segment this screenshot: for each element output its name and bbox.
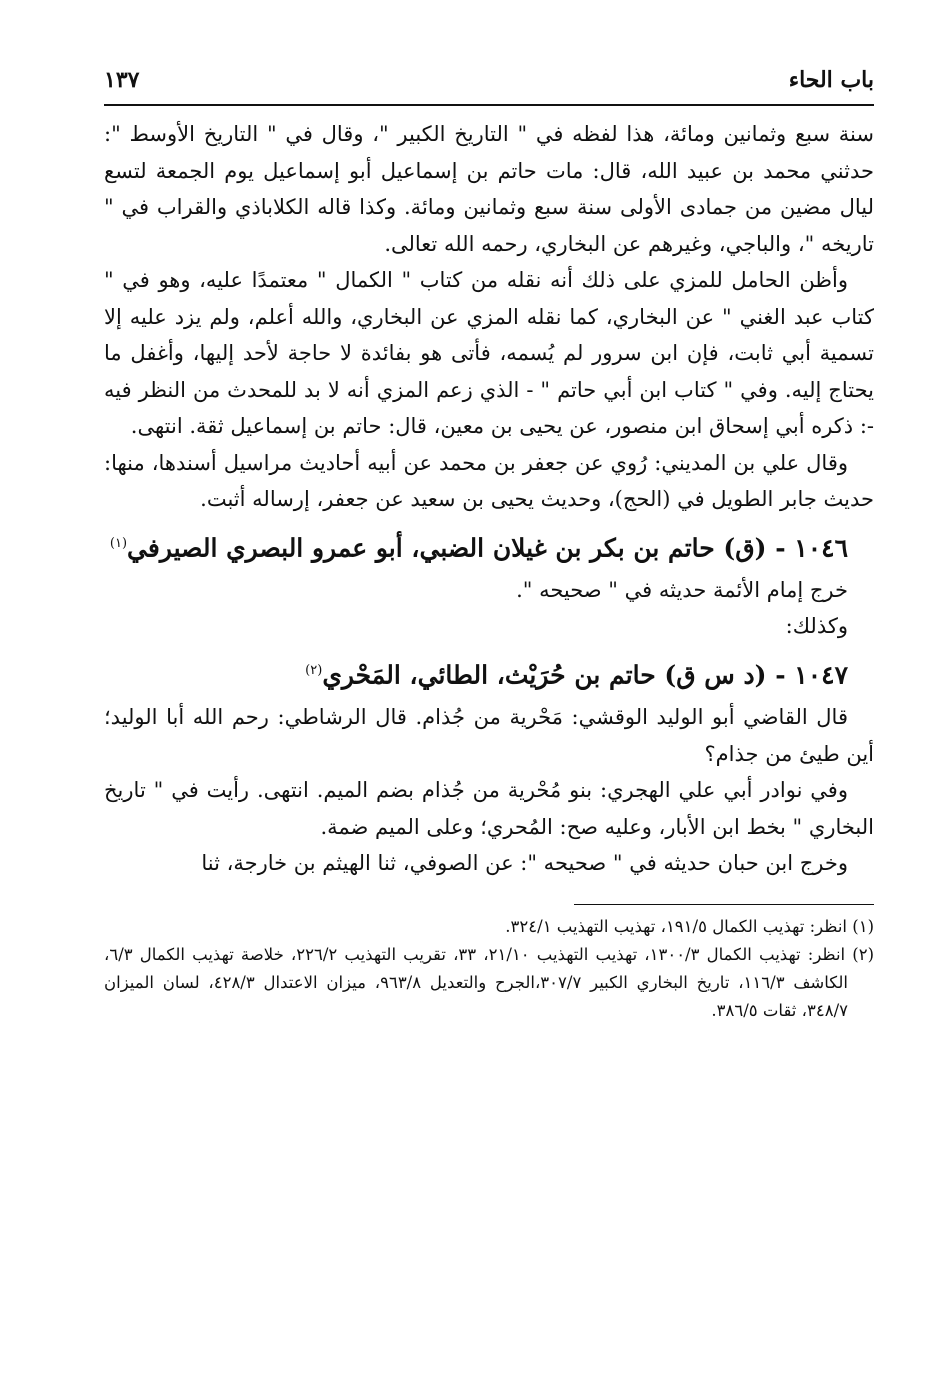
document-page — [104, 58, 874, 1376]
footnote: (١) انظر: تهذيب الكمال ١٩١/٥، تهذيب التهذيب ٣٢٤/١. — [505, 916, 874, 936]
paragraph: وكذلك: — [785, 614, 848, 639]
page-number: ١٣٧ — [104, 67, 140, 93]
paragraph: وقال علي بن المديني: رُوي عن جعفر بن محمد عن أبيه أحاديث مراسيل أسندها، منها: حديث جابر الطويل في (الحج)، وحديث يحيى بن سعيد عن جعفر، إرساله أثبت. — [104, 450, 874, 511]
paragraph: وفي نوادر أبي علي الهجري: بنو مُحْرية من جُذام بضم الميم. انتهى. رأيت في " تاريخ البخاري " بخط ابن الأبار، وعليه صح: المُحري؛ وعلى الميم ضمة. — [104, 778, 874, 839]
chapter-title: باب الحاء — [788, 67, 874, 93]
entry-heading-text: ١٠٤٦ - (ق) حاتم بن بكر بن غيلان الضبي، أبو عمرو البصري الصيرفي — [127, 532, 848, 562]
entry-heading — [104, 649, 874, 697]
paragraph: وأظن الحامل للمزي على ذلك أنه نقله من كتاب " الكمال " معتمدًا عليه، وهو في " كتاب عبد الغني " عن البخاري، كما نقله المزي عن البخاري، والله أعلم، ولم يزد عليه إلا تسمية أبي ثابت، فإن ابن سرور لم يُسمه، فأتى هو بفائدة لا حاجة لأحد إليها، وأغفل ما يحتاج إليه. وفي " كتاب ابن أبي حاتم " - الذي زعم المزي أنه لا بد للمحدث من النظر فيه -: ذكره أبي إسحاق ابن منصور، عن يحيى بن معين، قال: حاتم بن إسماعيل ثقة. انتهى. — [104, 268, 874, 438]
paragraph: سنة سبع وثمانين ومائة، هذا لفظه في " التاريخ الكبير "، وقال في " التاريخ الأوسط ": حدثني محمد بن عبيد الله، قال: مات حاتم بن إسماعيل أبو إسماعيل يوم الجمعة لتسع ليال مضين من جمادى الأولى سنة سبع وثمانين ومائة. وكذا قاله الكلاباذي والقراب في " تاريخه "، والباجي، وغيرهم عن البخاري، رحمه الله تعالى. — [104, 122, 874, 256]
footnote-marker: (١) — [109, 535, 128, 551]
paragraph: خرج إمام الأئمة حديثه في " صحيحه ". — [516, 577, 848, 602]
footnote: (٢) انظر: تهذيب الكمال ١٣٠٠/٣، تهذيب التهذيب ٢١/١٠، ٣٣، تقريب التهذيب ٢٢٦/٢، خلاصة تهذيب الكمال ٦/٣، الكاشف ١١٦/٣، تاريخ البخاري الكبير ٣٠٧/٧،الجرح والتعديل ٩٦٣/٨، ميزان الاعتدال ٤٢٨/٣، لسان الميزان ٣٤٨/٧، ثقات ٣٨٦/٥. — [104, 944, 874, 1020]
entry-heading-text: ١٠٤٧ - (د س ق) حاتم بن حُرَيْث، الطائي، المَحْري — [322, 660, 848, 690]
paragraph: وخرج ابن حبان حديثه في " صحيحه ": عن الصوفي، ثنا الهيثم بن خارجة، ثنا — [201, 851, 848, 876]
footnote-marker: (٢) — [305, 662, 323, 678]
running-header — [104, 58, 874, 102]
header-divider — [104, 104, 874, 106]
paragraph: قال القاضي أبو الوليد الوقشي: مَحْرية من جُذام. قال الرشاطي: رحم الله أبا الوليد؛ أين طيئ من جذام؟ — [104, 705, 874, 766]
footnote-divider — [574, 904, 874, 905]
entry-heading — [104, 522, 874, 570]
